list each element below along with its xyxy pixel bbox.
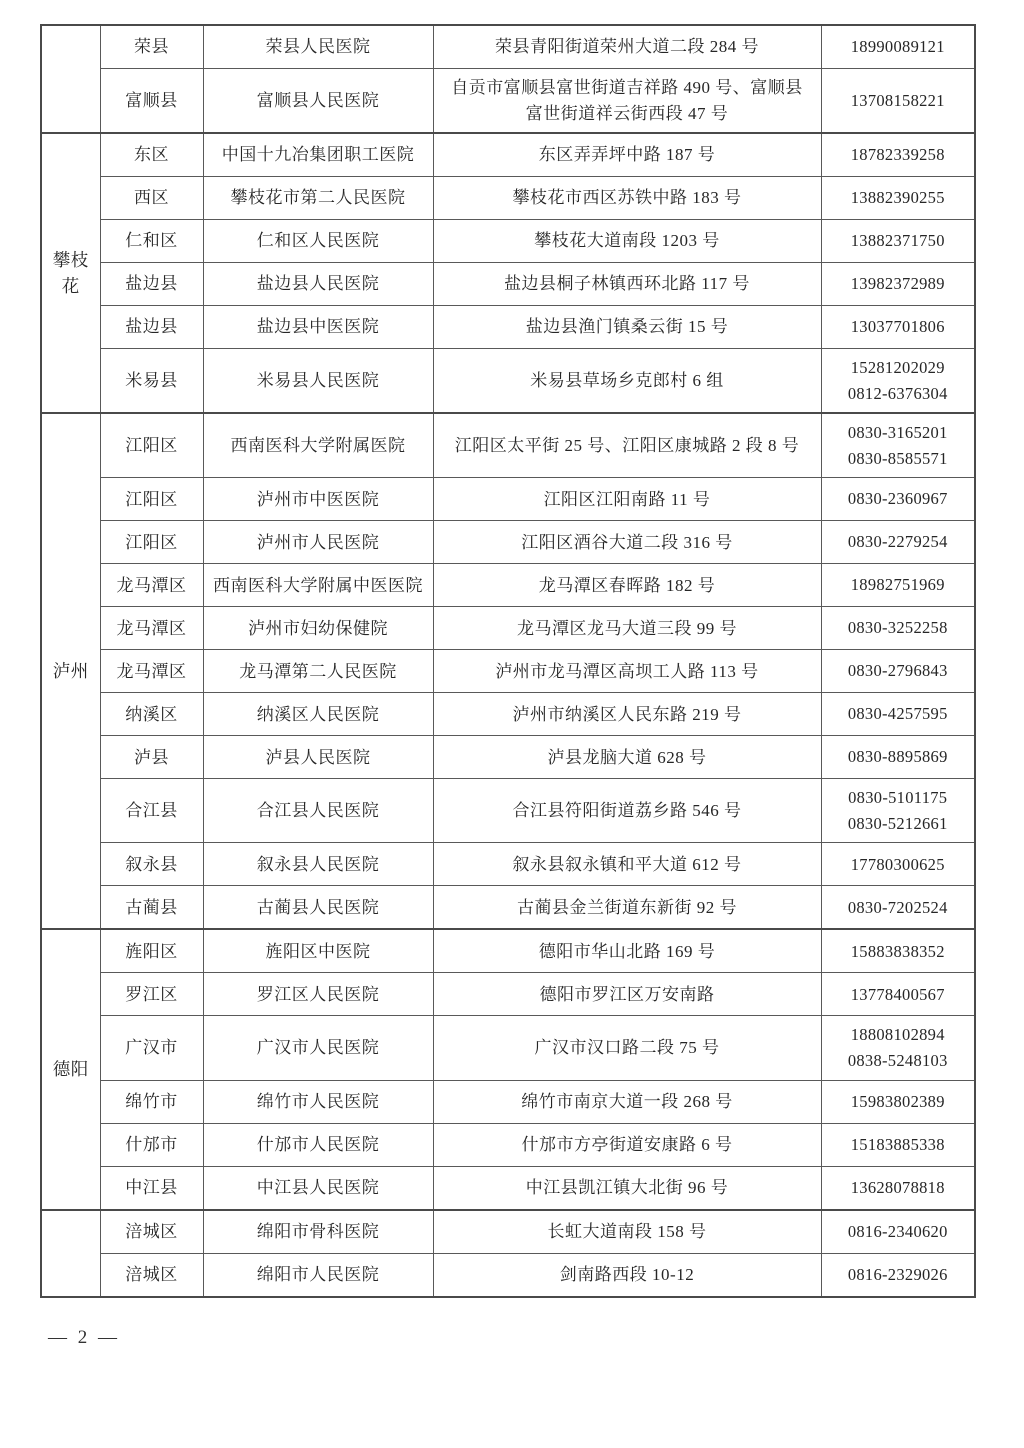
table-row bbox=[41, 1123, 975, 1166]
district-cell: 盐边县 bbox=[100, 263, 203, 306]
table-row bbox=[41, 1253, 975, 1297]
phone-cell bbox=[821, 779, 975, 843]
phone-cell bbox=[821, 478, 975, 521]
phone-cell bbox=[821, 306, 975, 349]
address-cell: 龙马潭区龙马大道三段 99 号 bbox=[433, 607, 821, 650]
table-row bbox=[41, 779, 975, 843]
table-row bbox=[41, 521, 975, 564]
table-row bbox=[41, 220, 975, 263]
hospital-cell: 荣县人民医院 bbox=[203, 25, 433, 69]
district-cell: 古蔺县 bbox=[100, 886, 203, 930]
district-cell: 什邡市 bbox=[100, 1123, 203, 1166]
phone-cell bbox=[821, 736, 975, 779]
address-cell: 叙永县叙永镇和平大道 612 号 bbox=[433, 843, 821, 886]
phone-number: 17780300625 bbox=[850, 854, 945, 874]
city-cell: 泸州 bbox=[41, 413, 100, 929]
address-cell: 龙马潭区春晖路 182 号 bbox=[433, 564, 821, 607]
hospital-cell: 古蔺县人民医院 bbox=[203, 886, 433, 930]
hospital-cell: 龙马潭第二人民医院 bbox=[203, 650, 433, 693]
phone-number: 0812-6376304 bbox=[847, 383, 948, 403]
district-cell: 龙马潭区 bbox=[100, 607, 203, 650]
hospital-cell: 富顺县人民医院 bbox=[203, 69, 433, 134]
district-cell: 仁和区 bbox=[100, 220, 203, 263]
district-cell: 龙马潭区 bbox=[100, 564, 203, 607]
district-cell: 盐边县 bbox=[100, 306, 203, 349]
city-cell bbox=[41, 25, 100, 133]
address-cell: 广汉市汉口路二段 75 号 bbox=[433, 1016, 821, 1080]
hospital-cell: 仁和区人民医院 bbox=[203, 220, 433, 263]
address-cell: 合江县符阳街道荔乡路 546 号 bbox=[433, 779, 821, 843]
district-cell: 富顺县 bbox=[100, 69, 203, 134]
phone-cell bbox=[821, 1253, 975, 1297]
district-cell: 涪城区 bbox=[100, 1253, 203, 1297]
table-row bbox=[41, 349, 975, 414]
address-cell: 东区弄弄坪中路 187 号 bbox=[433, 133, 821, 177]
hospital-table bbox=[40, 24, 976, 1298]
phone-number: 13982372989 bbox=[850, 274, 945, 294]
phone-number: 0830-3165201 bbox=[847, 423, 948, 443]
address-cell: 攀枝花市西区苏铁中路 183 号 bbox=[433, 177, 821, 220]
phone-cell bbox=[821, 413, 975, 478]
hospital-cell: 攀枝花市第二人民医院 bbox=[203, 177, 433, 220]
address-cell: 德阳市罗江区万安南路 bbox=[433, 973, 821, 1016]
phone-cell bbox=[821, 973, 975, 1016]
table-row bbox=[41, 929, 975, 973]
address-cell: 古蔺县金兰街道东新街 92 号 bbox=[433, 886, 821, 930]
phone-number: 0830-4257595 bbox=[847, 704, 948, 724]
district-cell: 罗江区 bbox=[100, 973, 203, 1016]
table-row bbox=[41, 973, 975, 1016]
phone-number: 0830-2796843 bbox=[847, 661, 948, 681]
address-cell: 江阳区太平街 25 号、江阳区康城路 2 段 8 号 bbox=[433, 413, 821, 478]
table-row bbox=[41, 69, 975, 134]
district-cell: 绵竹市 bbox=[100, 1080, 203, 1123]
table-row bbox=[41, 25, 975, 69]
hospital-cell: 泸州市中医医院 bbox=[203, 478, 433, 521]
phone-number: 15281202029 bbox=[850, 358, 945, 377]
hospital-cell: 中国十九冶集团职工医院 bbox=[203, 133, 433, 177]
phone-cell bbox=[821, 843, 975, 886]
phone-number: 18782339258 bbox=[850, 145, 945, 165]
table-row bbox=[41, 736, 975, 779]
address-cell: 江阳区江阳南路 11 号 bbox=[433, 478, 821, 521]
hospital-cell: 西南医科大学附属中医医院 bbox=[203, 564, 433, 607]
phone-cell bbox=[821, 220, 975, 263]
table-row bbox=[41, 693, 975, 736]
phone-number: 0816-2340620 bbox=[847, 1221, 948, 1241]
phone-number: 13037701806 bbox=[850, 317, 945, 337]
district-cell: 米易县 bbox=[100, 349, 203, 414]
city-cell bbox=[41, 1210, 100, 1297]
district-cell: 泸县 bbox=[100, 736, 203, 779]
hospital-cell: 罗江区人民医院 bbox=[203, 973, 433, 1016]
phone-cell bbox=[821, 1016, 975, 1080]
phone-cell bbox=[821, 693, 975, 736]
phone-number: 0830-8895869 bbox=[847, 747, 948, 767]
phone-number: 0830-2279254 bbox=[847, 532, 948, 552]
hospital-cell: 旌阳区中医院 bbox=[203, 929, 433, 973]
hospital-cell: 广汉市人民医院 bbox=[203, 1016, 433, 1080]
table-row bbox=[41, 607, 975, 650]
district-cell: 合江县 bbox=[100, 779, 203, 843]
table-row bbox=[41, 1166, 975, 1210]
phone-cell bbox=[821, 650, 975, 693]
phone-number: 18982751969 bbox=[850, 575, 945, 595]
phone-cell bbox=[821, 564, 975, 607]
table-row bbox=[41, 177, 975, 220]
phone-cell bbox=[821, 263, 975, 306]
table-row bbox=[41, 843, 975, 886]
district-cell: 龙马潭区 bbox=[100, 650, 203, 693]
phone-number: 18990089121 bbox=[850, 37, 945, 57]
district-cell: 荣县 bbox=[100, 25, 203, 69]
address-cell: 荣县青阳街道荣州大道二段 284 号 bbox=[433, 25, 821, 69]
hospital-cell: 绵竹市人民医院 bbox=[203, 1080, 433, 1123]
hospital-cell: 合江县人民医院 bbox=[203, 779, 433, 843]
phone-cell bbox=[821, 349, 975, 414]
address-cell: 什邡市方亭街道安康路 6 号 bbox=[433, 1123, 821, 1166]
phone-cell bbox=[821, 1123, 975, 1166]
phone-number: 13628078818 bbox=[850, 1177, 945, 1197]
phone-cell bbox=[821, 521, 975, 564]
phone-number: 13708158221 bbox=[850, 90, 945, 110]
district-cell: 东区 bbox=[100, 133, 203, 177]
table-row bbox=[41, 650, 975, 693]
address-cell: 中江县凯江镇大北街 96 号 bbox=[433, 1166, 821, 1210]
phone-number: 15183885338 bbox=[850, 1134, 945, 1154]
address-cell: 自贡市富顺县富世街道吉祥路 490 号、富顺县富世街道祥云街西段 47 号 bbox=[433, 69, 821, 134]
table-row bbox=[41, 263, 975, 306]
city-cell: 攀枝花 bbox=[41, 133, 100, 413]
district-cell: 江阳区 bbox=[100, 521, 203, 564]
phone-cell bbox=[821, 133, 975, 177]
phone-cell bbox=[821, 886, 975, 930]
phone-cell bbox=[821, 177, 975, 220]
phone-number: 13882371750 bbox=[850, 231, 945, 251]
address-cell: 泸县龙脑大道 628 号 bbox=[433, 736, 821, 779]
phone-number: 13778400567 bbox=[850, 984, 945, 1004]
phone-number: 0830-2360967 bbox=[847, 489, 948, 509]
hospital-table-body bbox=[41, 25, 975, 1297]
hospital-cell: 西南医科大学附属医院 bbox=[203, 413, 433, 478]
hospital-cell: 泸州市人民医院 bbox=[203, 521, 433, 564]
phone-cell bbox=[821, 1166, 975, 1210]
table-row bbox=[41, 306, 975, 349]
phone-number: 15883838352 bbox=[850, 941, 945, 961]
phone-cell bbox=[821, 607, 975, 650]
address-cell: 德阳市华山北路 169 号 bbox=[433, 929, 821, 973]
district-cell: 涪城区 bbox=[100, 1210, 203, 1254]
phone-number: 0830-5212661 bbox=[847, 813, 948, 833]
district-cell: 广汉市 bbox=[100, 1016, 203, 1080]
address-cell: 长虹大道南段 158 号 bbox=[433, 1210, 821, 1254]
district-cell: 纳溪区 bbox=[100, 693, 203, 736]
hospital-cell: 叙永县人民医院 bbox=[203, 843, 433, 886]
district-cell: 江阳区 bbox=[100, 413, 203, 478]
table-row bbox=[41, 1210, 975, 1254]
district-cell: 旌阳区 bbox=[100, 929, 203, 973]
city-cell: 德阳 bbox=[41, 929, 100, 1209]
address-cell: 泸州市龙马潭区高坝工人路 113 号 bbox=[433, 650, 821, 693]
page-number: — 2 — bbox=[48, 1327, 120, 1348]
hospital-cell: 盐边县中医医院 bbox=[203, 306, 433, 349]
table-row bbox=[41, 1080, 975, 1123]
table-row bbox=[41, 478, 975, 521]
address-cell: 江阳区酒谷大道二段 316 号 bbox=[433, 521, 821, 564]
phone-cell bbox=[821, 69, 975, 134]
hospital-cell: 泸县人民医院 bbox=[203, 736, 433, 779]
district-cell: 江阳区 bbox=[100, 478, 203, 521]
hospital-cell: 中江县人民医院 bbox=[203, 1166, 433, 1210]
hospital-cell: 盐边县人民医院 bbox=[203, 263, 433, 306]
table-row bbox=[41, 1016, 975, 1080]
table-row bbox=[41, 133, 975, 177]
hospital-cell: 什邡市人民医院 bbox=[203, 1123, 433, 1166]
hospital-cell: 绵阳市人民医院 bbox=[203, 1253, 433, 1297]
phone-number: 13882390255 bbox=[850, 188, 945, 208]
phone-number: 0838-5248103 bbox=[847, 1050, 948, 1070]
phone-number: 0830-5101175 bbox=[848, 788, 948, 808]
phone-cell bbox=[821, 929, 975, 973]
phone-cell bbox=[821, 25, 975, 69]
district-cell: 叙永县 bbox=[100, 843, 203, 886]
hospital-cell: 米易县人民医院 bbox=[203, 349, 433, 414]
phone-number: 15983802389 bbox=[850, 1091, 945, 1111]
address-cell: 攀枝花大道南段 1203 号 bbox=[433, 220, 821, 263]
phone-number: 0830-7202524 bbox=[847, 897, 948, 917]
address-cell: 盐边县渔门镇桑云街 15 号 bbox=[433, 306, 821, 349]
phone-cell bbox=[821, 1210, 975, 1254]
hospital-cell: 泸州市妇幼保健院 bbox=[203, 607, 433, 650]
phone-number: 18808102894 bbox=[850, 1025, 945, 1045]
phone-cell bbox=[821, 1080, 975, 1123]
district-cell: 西区 bbox=[100, 177, 203, 220]
address-cell: 剑南路西段 10-12 bbox=[433, 1253, 821, 1297]
phone-number: 0830-8585571 bbox=[847, 448, 948, 468]
table-row bbox=[41, 886, 975, 930]
address-cell: 盐边县桐子林镇西环北路 117 号 bbox=[433, 263, 821, 306]
table-row bbox=[41, 564, 975, 607]
phone-number: 0816-2329026 bbox=[847, 1264, 948, 1284]
table-row bbox=[41, 413, 975, 478]
district-cell: 中江县 bbox=[100, 1166, 203, 1210]
hospital-cell: 绵阳市骨科医院 bbox=[203, 1210, 433, 1254]
phone-number: 0830-3252258 bbox=[847, 618, 948, 638]
address-cell: 绵竹市南京大道一段 268 号 bbox=[433, 1080, 821, 1123]
hospital-cell: 纳溪区人民医院 bbox=[203, 693, 433, 736]
address-cell: 米易县草场乡克郎村 6 组 bbox=[433, 349, 821, 414]
address-cell: 泸州市纳溪区人民东路 219 号 bbox=[433, 693, 821, 736]
